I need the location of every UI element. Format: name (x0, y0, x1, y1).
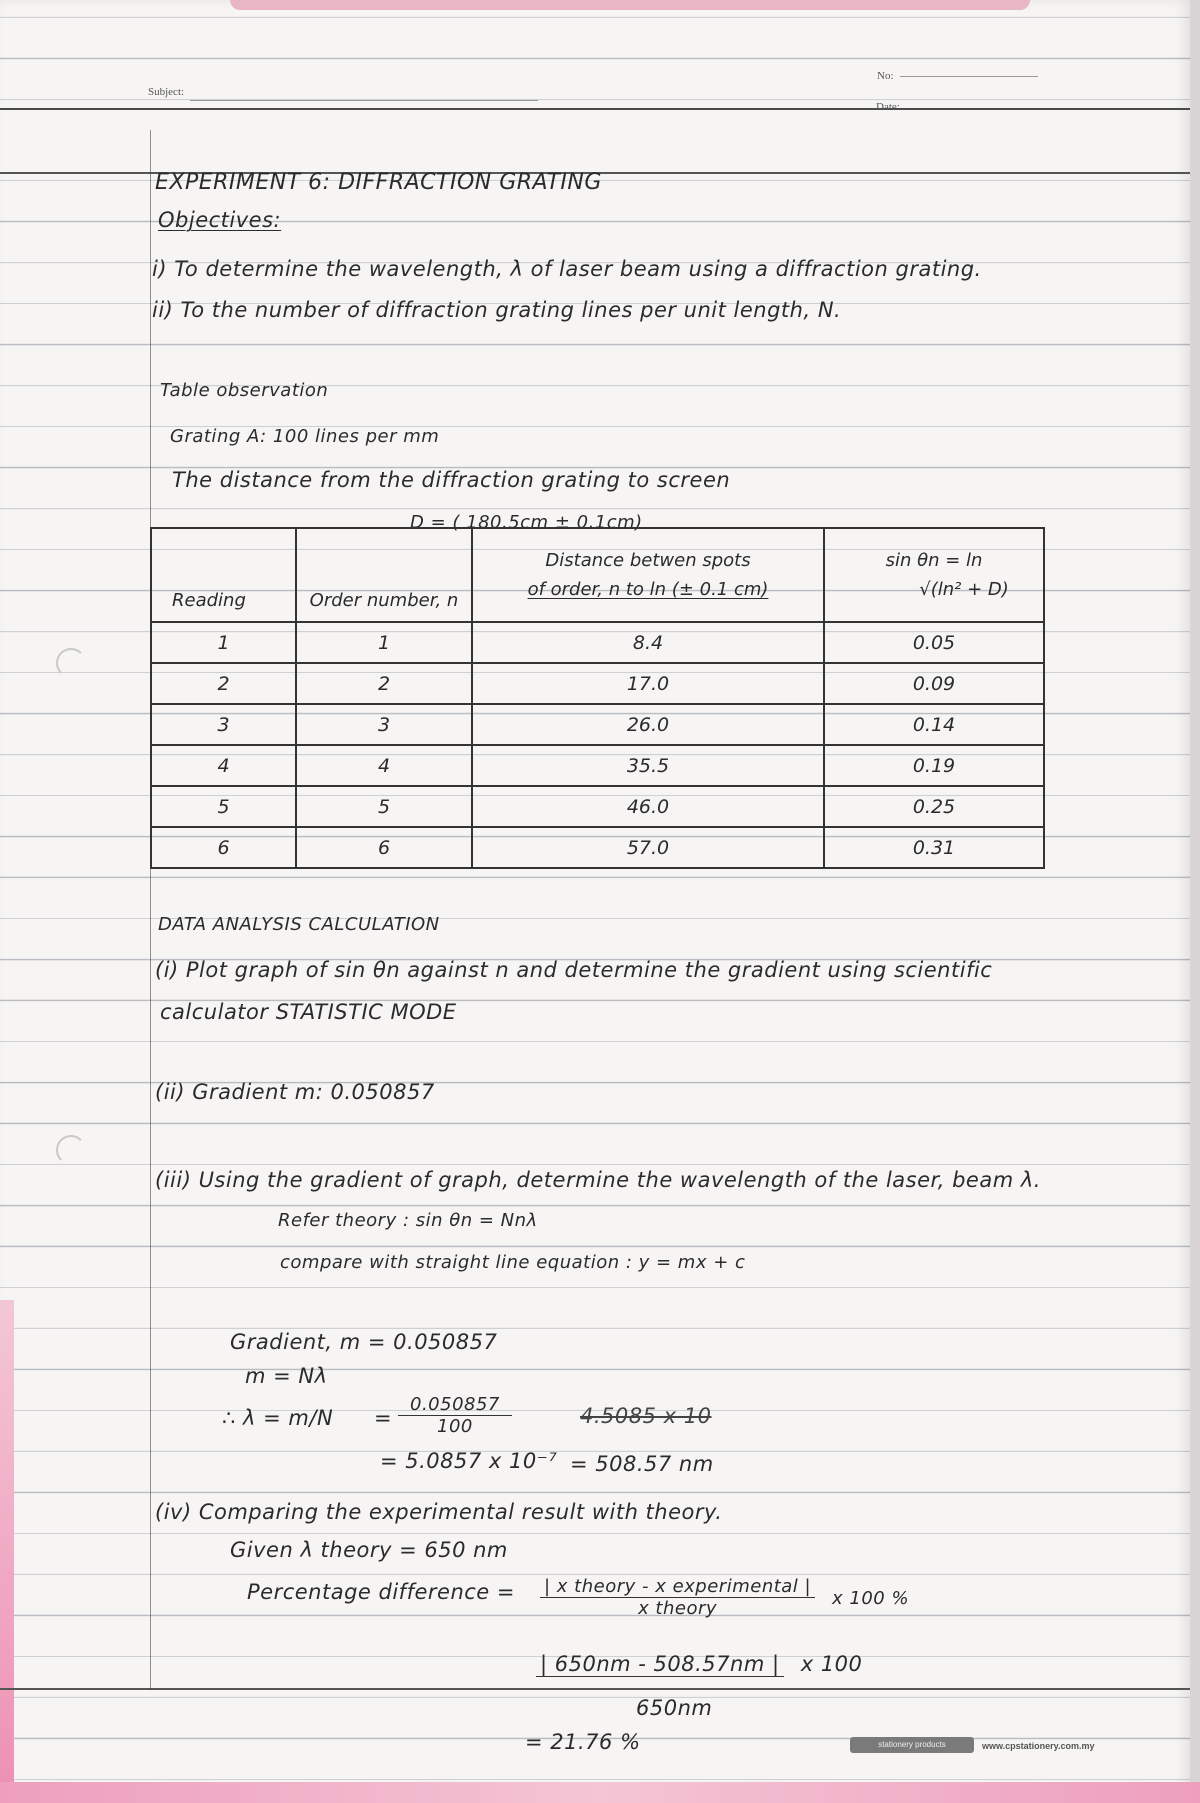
cell-sin: 0.14 (824, 704, 1044, 745)
analysis-iv-pct-den: x theory (638, 1598, 718, 1619)
objectives-heading: Objectives: (158, 208, 282, 232)
footer-rule (0, 1688, 1190, 1690)
calc-nanometres: = 508.57 nm (570, 1452, 714, 1476)
calc-equals: = (374, 1406, 393, 1430)
header-reading: Reading (151, 528, 296, 622)
table-row (151, 663, 1044, 704)
page-title: EXPERIMENT 6: DIFFRACTION GRATING (155, 170, 602, 195)
observation-table (150, 527, 1045, 869)
calc-m-equation: m = Nλ (245, 1364, 328, 1388)
analysis-iv-sub-times: x 100 (800, 1652, 863, 1676)
cell-sin: 0.05 (824, 622, 1044, 663)
table-row (151, 704, 1044, 745)
calc-fraction (398, 1394, 512, 1437)
punch-hole (56, 648, 86, 678)
cell-distance: 17.0 (472, 663, 824, 704)
analysis-iv-pct-num: | x theory - x experimental | (540, 1576, 815, 1598)
header-distance-line1: Distance betwen spots (545, 550, 751, 571)
header-rule (0, 108, 1190, 110)
distance-text: The distance from the diffraction grating to screen (172, 468, 731, 492)
cell-distance: 26.0 (472, 704, 824, 745)
subject-line (190, 100, 538, 101)
calc-scientific: = 5.0857 x 10⁻⁷ (380, 1449, 558, 1473)
cell-order: 4 (296, 745, 472, 786)
distance-value: D = ( 180.5cm ± 0.1cm) (410, 512, 643, 533)
objective-2: ii) To the number of diffraction grating lines per unit length, N. (152, 298, 842, 322)
cell-sin: 0.25 (824, 786, 1044, 827)
brand-logo: stationery products (850, 1737, 974, 1753)
header-distance (472, 528, 824, 622)
analysis-i-line1: (i) Plot graph of sin θn against n and determine the gradient using scientific (155, 958, 993, 982)
header-order: Order number, n (296, 528, 472, 622)
date-label: Date: (876, 101, 900, 113)
header-sin-line1: sin θn = ln (885, 550, 983, 571)
analysis-iii-theory: Refer theory : sin θn = Nnλ (278, 1210, 538, 1231)
analysis-iv-given: Given λ theory = 650 nm (230, 1538, 508, 1562)
cell-reading: 5 (151, 786, 296, 827)
calc-crossed-out: 4.5085 x 10 (580, 1404, 712, 1428)
page-edge-decoration (0, 1782, 1200, 1803)
no-label: No: (877, 70, 894, 82)
cell-distance: 46.0 (472, 786, 824, 827)
analysis-iv-pct-times: x 100 % (832, 1588, 910, 1609)
cell-distance: 8.4 (472, 622, 824, 663)
table-row (151, 786, 1044, 827)
punch-hole (56, 1135, 86, 1165)
analysis-iv-pct-fraction (540, 1576, 815, 1619)
table-header-row (151, 528, 1044, 622)
analysis-iv-result: = 21.76 % (525, 1730, 641, 1754)
cell-reading: 4 (151, 745, 296, 786)
analysis-iv-sub-den: 650nm (636, 1696, 713, 1720)
cell-order: 6 (296, 827, 472, 868)
calc-frac-den: 100 (437, 1416, 473, 1437)
no-line (900, 76, 1038, 77)
header-distance-line2: of order, n to ln (± 0.1 cm) (527, 579, 769, 600)
analysis-iv-pct-label: Percentage difference = (247, 1580, 515, 1604)
analysis-ii: (ii) Gradient m: 0.050857 (155, 1080, 435, 1104)
analysis-heading: DATA ANALYSIS CALCULATION (158, 914, 440, 935)
observation-heading: Table observation (160, 380, 329, 401)
cell-order: 5 (296, 786, 472, 827)
table-row (151, 827, 1044, 868)
subject-label: Subject: (148, 86, 185, 98)
table-row (151, 745, 1044, 786)
cell-sin: 0.19 (824, 745, 1044, 786)
margin-line (150, 130, 151, 1690)
page-edge-decoration (0, 1300, 14, 1803)
cell-sin: 0.09 (824, 663, 1044, 704)
cell-order: 1 (296, 622, 472, 663)
header-sin (824, 528, 1044, 622)
cell-reading: 3 (151, 704, 296, 745)
analysis-iii-line1: (iii) Using the gradient of graph, determine the wavelength of the laser, beam λ. (155, 1168, 1041, 1192)
calc-frac-num: 0.050857 (398, 1394, 512, 1416)
cell-order: 3 (296, 704, 472, 745)
analysis-iv-substitution (536, 1652, 862, 1677)
cell-reading: 6 (151, 827, 296, 868)
analysis-iv-sub-num: | 650nm - 508.57nm | (536, 1652, 784, 1677)
calc-gradient: Gradient, m = 0.050857 (230, 1330, 498, 1354)
cell-reading: 2 (151, 663, 296, 704)
objective-1: i) To determine the wavelength, λ of laser beam using a diffraction grating. (152, 257, 982, 281)
cell-distance: 35.5 (472, 745, 824, 786)
page-edge-decoration (230, 0, 1030, 10)
grating-info: Grating A: 100 lines per mm (170, 426, 440, 447)
analysis-i-line2: calculator STATISTIC MODE (160, 1000, 457, 1024)
cell-order: 2 (296, 663, 472, 704)
cell-distance: 57.0 (472, 827, 824, 868)
cell-reading: 1 (151, 622, 296, 663)
calc-lambda-lhs: ∴ λ = m/N (222, 1406, 334, 1430)
header-sin-line2: √(ln² + D) (919, 579, 1009, 600)
analysis-iii-compare: compare with straight line equation : y = mx + c (280, 1252, 746, 1273)
brand-website: www.cpstationery.com.my (982, 1741, 1095, 1751)
analysis-iv-heading: (iv) Comparing the experimental result with theory. (155, 1500, 723, 1524)
table-row (151, 622, 1044, 663)
cell-sin: 0.31 (824, 827, 1044, 868)
